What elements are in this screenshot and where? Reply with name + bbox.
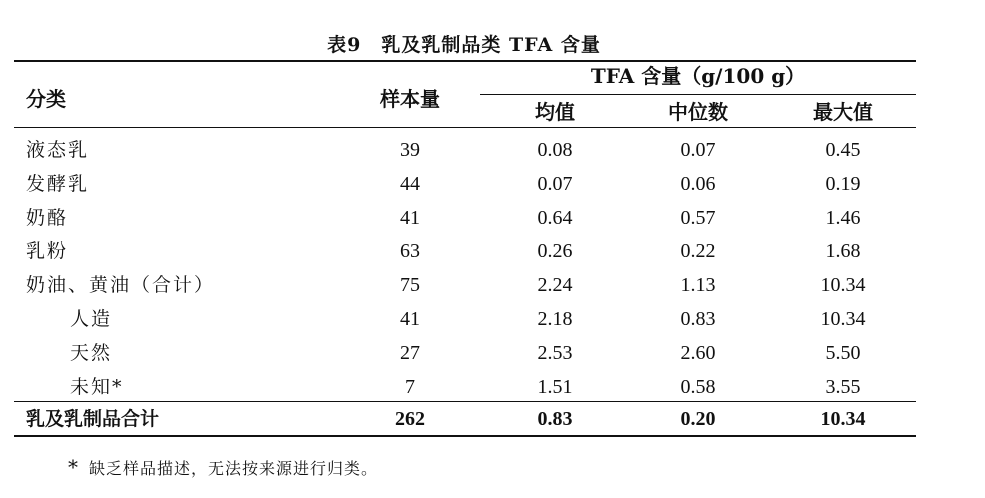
cell-max: 3.55 <box>825 376 861 398</box>
cell-max: 1.46 <box>825 207 861 229</box>
cell-category: 发酵乳 <box>26 173 90 195</box>
cell-category: 液态乳 <box>26 139 90 161</box>
top-rule <box>14 60 916 62</box>
cell-max: 10.34 <box>820 308 866 330</box>
cell-median: 1.13 <box>680 274 716 296</box>
total-category: 乳及乳制品合计 <box>26 408 160 430</box>
cell-sample-size: 7 <box>405 376 415 398</box>
header-bottom-rule <box>14 127 916 128</box>
cell-sample-size: 63 <box>400 240 420 262</box>
total-top-rule <box>14 401 916 402</box>
header-category: 分类 <box>26 87 66 111</box>
cell-sample-size: 41 <box>400 207 420 229</box>
cell-median: 0.57 <box>680 207 716 229</box>
cell-sample-size: 27 <box>400 342 420 364</box>
header-tfa-group: TFA 含量（g/100 g） <box>590 64 806 88</box>
cell-mean: 0.64 <box>537 207 573 229</box>
total-sample-size: 262 <box>395 408 425 430</box>
cell-sample-size: 41 <box>400 308 420 330</box>
footnote-text: 缺乏样品描述，无法按来源进行归类。 <box>89 459 379 478</box>
tfa-group-rule <box>480 94 916 95</box>
cell-sample-size: 75 <box>400 274 420 296</box>
header-mean: 均值 <box>535 100 575 124</box>
cell-mean: 1.51 <box>537 376 573 398</box>
header-sample-size: 样本量 <box>380 87 440 111</box>
total-median: 0.20 <box>680 408 716 430</box>
cell-max: 5.50 <box>825 342 861 364</box>
total-mean: 0.83 <box>537 408 573 430</box>
cell-max: 1.68 <box>825 240 861 262</box>
cell-max: 0.19 <box>825 173 861 195</box>
cell-sample-size: 44 <box>400 173 420 195</box>
cell-median: 0.07 <box>680 139 716 161</box>
cell-median: 0.22 <box>680 240 716 262</box>
cell-category: 奶酪 <box>26 207 69 229</box>
cell-median: 0.58 <box>680 376 716 398</box>
footnote-mark: * <box>68 455 79 479</box>
cell-category: 奶油、黄油（合计） <box>26 274 216 296</box>
cell-category: 人造 <box>70 308 113 330</box>
cell-category: 未知* <box>70 376 124 398</box>
bottom-rule <box>14 435 916 437</box>
footnote <box>68 455 378 479</box>
header-median: 中位数 <box>668 100 728 124</box>
cell-mean: 2.53 <box>537 342 573 364</box>
cell-category: 乳粉 <box>26 240 69 262</box>
cell-mean: 0.07 <box>537 173 573 195</box>
total-max: 10.34 <box>820 408 866 430</box>
cell-mean: 0.26 <box>537 240 573 262</box>
cell-sample-size: 39 <box>400 139 420 161</box>
cell-median: 0.06 <box>680 173 716 195</box>
cell-mean: 0.08 <box>537 139 573 161</box>
table-caption: 表9 乳及乳制品类 TFA 含量 <box>327 34 601 56</box>
cell-mean: 2.24 <box>537 274 573 296</box>
cell-max: 10.34 <box>820 274 866 296</box>
header-max: 最大值 <box>813 100 873 124</box>
cell-median: 2.60 <box>680 342 716 364</box>
cell-mean: 2.18 <box>537 308 573 330</box>
cell-median: 0.83 <box>680 308 716 330</box>
cell-category: 天然 <box>70 342 113 364</box>
cell-max: 0.45 <box>825 139 861 161</box>
